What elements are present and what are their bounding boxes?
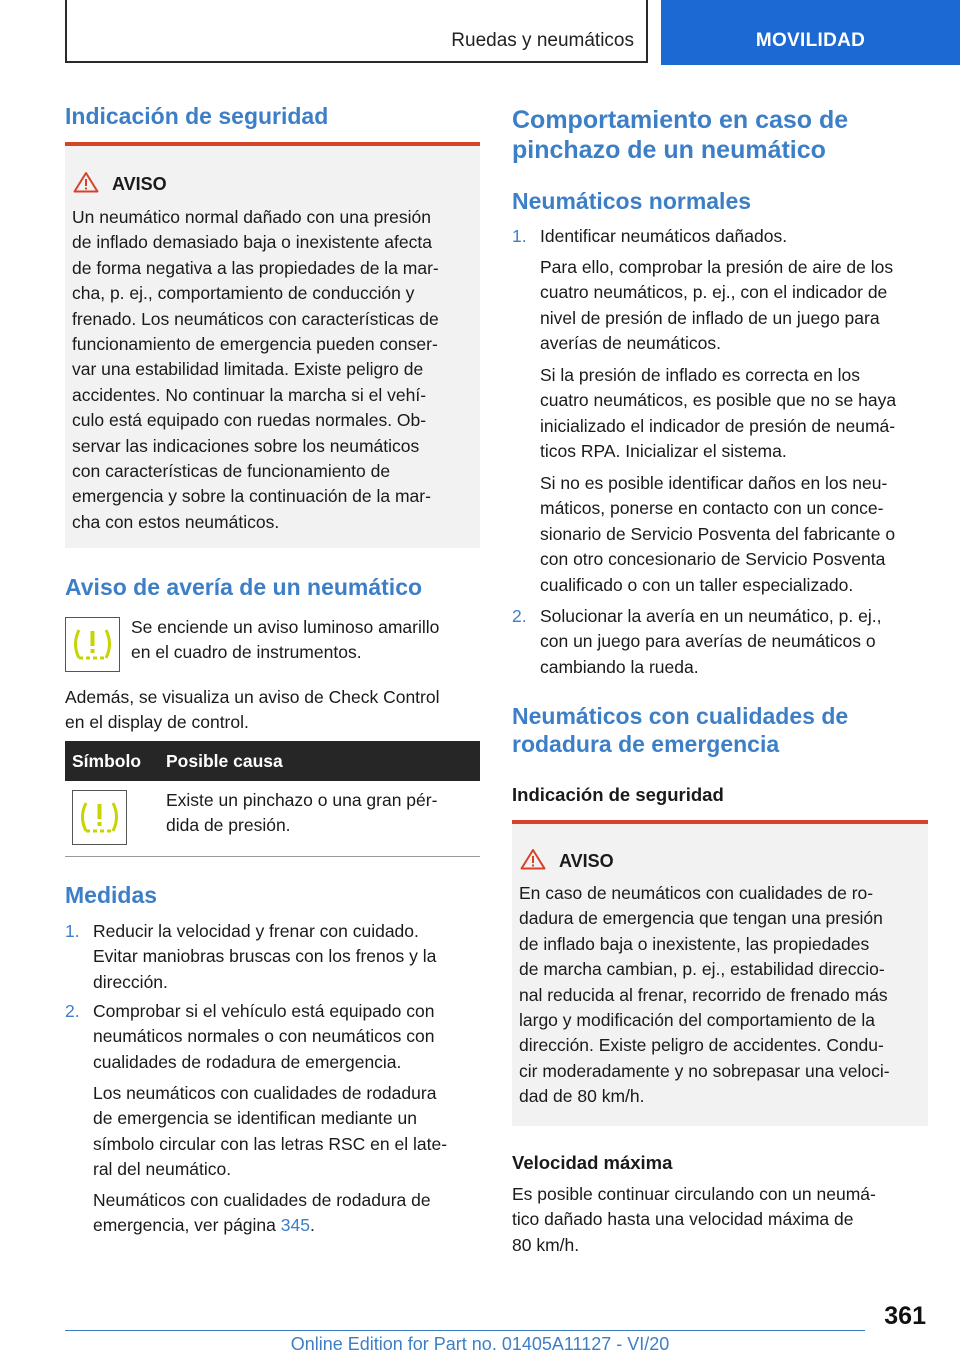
text-line: 80 km/h.: [512, 1234, 580, 1255]
step-number: 1.: [512, 226, 527, 246]
text-line: Es posible continuar circulando con un neumá-: [512, 1184, 876, 1204]
text-line: de inflado baja o inexistente, las propiedades: [519, 933, 870, 954]
text-line: cuatro neumáticos, es posible que no se haya: [540, 390, 897, 411]
text-line: Un neumático normal dañado con una presión: [72, 207, 431, 227]
text-line: dirección. Existe peligro de accidentes. Condu-: [519, 1035, 884, 1056]
text-line: servar las indicaciones sobre los neumáticos: [72, 435, 420, 456]
warning-box-2: [512, 820, 928, 1126]
symbol-table-header: [65, 741, 480, 781]
text-line: Comprobar si el vehículo está equipado con: [93, 1001, 435, 1021]
text-line: en el display de control.: [65, 712, 249, 733]
warning-label: AVISO: [112, 174, 167, 194]
fault-heading: Aviso de avería de un neumático: [65, 574, 423, 600]
text-line: cuatro neumáticos, p. ej., con el indicador de: [540, 282, 888, 303]
text-line: Neumáticos con cualidades de: [512, 703, 849, 729]
warning-triangle-icon: [520, 848, 546, 870]
measures-paragraph-2: Neumáticos con cualidades de rodadura de emergencia, ver página 345.: [93, 1190, 431, 1236]
text-line: funcionamiento de emergencia pueden conser-: [72, 334, 438, 355]
text-line: Evitar maniobras bruscas con los frenos y la: [93, 946, 437, 967]
flat-step-1: [512, 224, 932, 250]
text-line: en el cuadro de instrumentos.: [131, 642, 362, 663]
header-section-tab: [65, 0, 648, 63]
measures-step-1: [65, 919, 480, 995]
text-line: emergencia y sobre la continuación de la mar-: [72, 486, 431, 507]
step1-paragraph-3: [540, 471, 932, 598]
measures-paragraph-1: [93, 1081, 481, 1183]
max-speed-text: [512, 1182, 932, 1258]
table-row-cause: [166, 788, 480, 839]
text-line: Para ello, comprobar la presión de aire de los: [540, 257, 894, 277]
text-line: accidentes. No continuar la marcha si el vehí-: [72, 384, 427, 405]
text-line: culo está equipado con ruedas normales. Ob-: [72, 410, 427, 431]
flat-tire-heading: [512, 105, 932, 165]
step-number: 2.: [512, 606, 527, 626]
text-line: dida de presión.: [166, 815, 291, 836]
warning-triangle-icon: [73, 171, 99, 193]
flat-step-2: [512, 604, 932, 680]
rsc-safety-heading: Indicación de seguridad: [512, 784, 724, 805]
text-line: frenado. Los neumáticos con características de: [72, 308, 439, 329]
text-line: largo y modificación del comportamiento de la: [519, 1010, 876, 1031]
step-text: [93, 919, 480, 995]
header-chapter-tab: [661, 0, 960, 65]
text-line: neumáticos normales o con neumáticos con: [93, 1026, 435, 1047]
text-line: de emergencia se identifican mediante un: [93, 1108, 417, 1129]
text-line: Si no es posible identificar daños en los neu-: [540, 473, 888, 493]
max-speed-heading: Velocidad máxima: [512, 1152, 673, 1173]
text-line: con características de funcionamiento de: [72, 461, 391, 482]
text-line: de forma negativa a las propiedades de la mar-: [72, 257, 439, 278]
text-line: símbolo circular con las letras RSC en el late-: [93, 1133, 448, 1154]
text-line: con un juego para averías de neumáticos o: [540, 631, 876, 652]
fault-icon-description: [131, 615, 481, 666]
step-number: 2.: [65, 1001, 80, 1021]
text-line: dirección.: [93, 971, 168, 992]
footer-divider: [65, 1330, 865, 1331]
fault-extra-text: [65, 685, 480, 736]
text-line: máticos, ponerse en contacto con un conce-: [540, 498, 884, 519]
table-divider: [65, 856, 480, 857]
text-line: dad de 80 km/h.: [519, 1086, 645, 1107]
step1-paragraph-2: [540, 363, 932, 465]
text-line: cualificado o con un taller especializado.: [540, 574, 854, 595]
rsc-heading: [512, 702, 932, 758]
text-line: inicializado el indicador de presión de neumá-: [540, 415, 896, 436]
step-number: 1.: [65, 921, 80, 941]
text-line: cha, p. ej., comportamiento de conducción y: [72, 283, 415, 304]
warning-text: [72, 205, 477, 535]
text-line: Solucionar la avería en un neumático, p. ej.,: [540, 606, 882, 626]
warning-box-1: [65, 142, 480, 548]
text-line: cir moderadamente y no sobrepasar una veloci-: [519, 1060, 890, 1081]
warning-label: AVISO: [559, 851, 614, 871]
text-line: Existe un pinchazo o una gran pér-: [166, 790, 438, 810]
table-tpms-icon: [72, 790, 127, 845]
text-line: ral del neumático.: [93, 1159, 232, 1180]
measures-heading: Medidas: [65, 882, 158, 908]
text-line: Comportamiento en caso de: [512, 106, 849, 134]
header-section-title: Ruedas y neumáticos: [451, 30, 634, 51]
text-line: rodadura de emergencia: [512, 731, 780, 757]
text-line: nal reducida al frenar, recorrido de frenado más: [519, 984, 888, 1005]
text-line: En caso de neumáticos con cualidades de ro-: [519, 883, 874, 903]
safety-heading: Indicación de seguridad: [65, 103, 329, 129]
header-chapter-title: MOVILIDAD: [755, 30, 866, 51]
text-line: cha con estos neumáticos.: [72, 511, 280, 532]
text-line: de inflado demasiado baja o inexistente afecta: [72, 232, 432, 253]
text-line: sionario de Servicio Posventa del fabricante o: [540, 523, 896, 544]
page-number: 361: [884, 1302, 926, 1330]
text-line: cualidades de rodadura de emergencia.: [93, 1051, 402, 1072]
step-text: [540, 604, 932, 680]
text-line: ticos RPA. Inicializar el sistema.: [540, 441, 787, 462]
table-col-symbol: Símbolo: [72, 751, 142, 771]
normal-tires-heading: Neumáticos normales: [512, 188, 752, 214]
step-text: [93, 999, 480, 1075]
text-line: cambiando la rueda.: [540, 656, 699, 677]
text-line: Los neumáticos con cualidades de rodadura: [93, 1083, 437, 1103]
text-line: Se enciende un aviso luminoso amarillo: [131, 617, 440, 637]
text-line: nivel de presión de inflado de un juego para: [540, 307, 880, 328]
text-line: Reducir la velocidad y frenar con cuidado.: [93, 921, 419, 941]
text-line: Si la presión de inflado es correcta en los: [540, 365, 861, 385]
page-link-345[interactable]: 345: [280, 1215, 310, 1236]
table-col-cause: Posible causa: [166, 751, 283, 771]
measures-step-2: [65, 999, 480, 1075]
text-line: pinchazo de un neumático: [512, 136, 826, 164]
text-line: de marcha cambian, p. ej., estabilidad direccio-: [519, 959, 885, 980]
footer-edition: Online Edition for Part no. 01405A11127 - VI/20: [290, 1334, 670, 1354]
warning-text: [519, 881, 924, 1110]
step1-paragraph-1: [540, 255, 932, 357]
text-line: dadura de emergencia que tengan una presión: [519, 908, 883, 929]
text-line: var una estabilidad limitada. Existe peligro de: [72, 359, 424, 380]
step-text: Identificar neumáticos dañados.: [540, 226, 788, 246]
text-line: Además, se visualiza un aviso de Check Control: [65, 687, 440, 707]
text-line: con otro concesionario de Servicio Posventa: [540, 549, 886, 570]
text-line: averías de neumáticos.: [540, 333, 721, 354]
text-line: tico dañado hasta una velocidad máxima de: [512, 1209, 854, 1230]
tpms-warning-icon: [65, 617, 120, 672]
